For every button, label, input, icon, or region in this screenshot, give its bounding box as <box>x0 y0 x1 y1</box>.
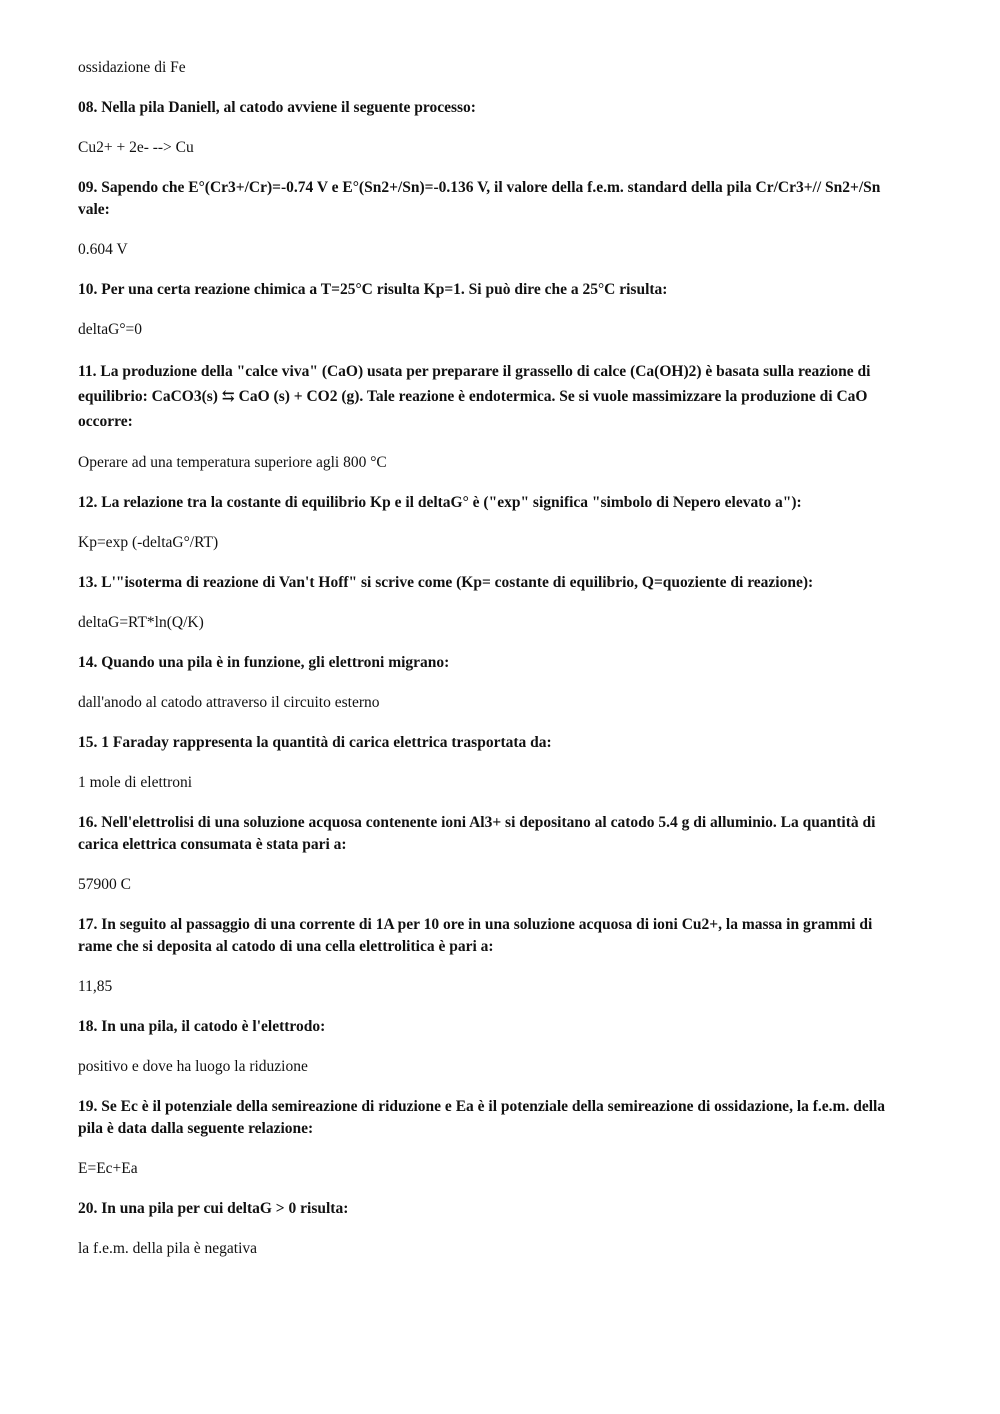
question-text: 08. Nella pila Daniell, al catodo avviene il seguente processo: <box>78 99 476 116</box>
question-text: 13. L'"isoterma di reazione di Van't Hoff" si scrive come (Kp= costante di equilibrio, Q=quoziente di reazione): <box>78 574 814 591</box>
question-text: 10. Per una certa reazione chimica a T=25°C risulta Kp=1. Si può dire che a 25°C risulta: <box>78 281 668 298</box>
question-text: 12. La relazione tra la costante di equilibrio Kp e il deltaG° è ("exp" significa "simbolo di Nepero elevato a"): <box>78 494 802 511</box>
question-text: 18. In una pila, il catodo è l'elettrodo: <box>78 1018 326 1035</box>
answer-text: 1 mole di elettroni <box>78 774 193 791</box>
answer-text: Operare ad una temperatura superiore agli 800 °C <box>78 454 387 471</box>
answer-text: ossidazione di Fe <box>78 59 186 76</box>
answer-text: positivo e dove ha luogo la riduzione <box>78 1058 308 1075</box>
answer-text: 57900 C <box>78 876 131 893</box>
question-text: 11. La produzione della "calce viva" (CaO) usata per preparare il grassello di calce (Ca(OH)2) è basata sulla reazione di equilibrio: CaCO3(s) ⇆ CaO (s) + CO2 (g). Tale reazione è endotermica. Se si vuole massimizzare la produzione di CaO occorre: <box>78 363 871 430</box>
answer-text: deltaG°=0 <box>78 321 143 338</box>
question-text: 19. Se Ec è il potenziale della semireazione di riduzione e Ea è il potenziale della semireazione di ossidazione, la f.e.m. della pila è data dalla seguente relazione: <box>78 1098 886 1137</box>
answer-text: la f.e.m. della pila è negativa <box>78 1240 258 1257</box>
question-text: 20. In una pila per cui deltaG > 0 risulta: <box>78 1200 349 1217</box>
answer-text: Kp=exp (-deltaG°/RT) <box>78 534 219 551</box>
question-text: 16. Nell'elettrolisi di una soluzione acquosa contenente ioni Al3+ si depositano al catodo 5.4 g di alluminio. La quantità di carica elettrica consumata è stata pari a: <box>78 814 876 853</box>
answer-text: deltaG=RT*ln(Q/K) <box>78 614 204 631</box>
answer-text: E=Ec+Ea <box>78 1160 138 1177</box>
answer-text: 0.604 V <box>78 241 128 258</box>
question-text: 14. Quando una pila è in funzione, gli elettroni migrano: <box>78 654 450 671</box>
answer-text: dall'anodo al catodo attraverso il circuito esterno <box>78 694 380 711</box>
question-text: 09. Sapendo che E°(Cr3+/Cr)=-0.74 V e E°(Sn2+/Sn)=-0.136 V, il valore della f.e.m. standard della pila Cr/Cr3+// Sn2+/Sn vale: <box>78 179 881 218</box>
answer-text: 11,85 <box>78 978 113 995</box>
question-text: 17. In seguito al passaggio di una corrente di 1A per 10 ore in una soluzione acquosa di ioni Cu2+, la massa in grammi di rame che si deposita al catodo di una cella elettrolitica è pari a: <box>78 916 873 955</box>
document-body <box>78 57 893 1278</box>
question-text: 15. 1 Faraday rappresenta la quantità di carica elettrica trasportata da: <box>78 734 552 751</box>
answer-text: Cu2+ + 2e- --> Cu <box>78 139 194 156</box>
